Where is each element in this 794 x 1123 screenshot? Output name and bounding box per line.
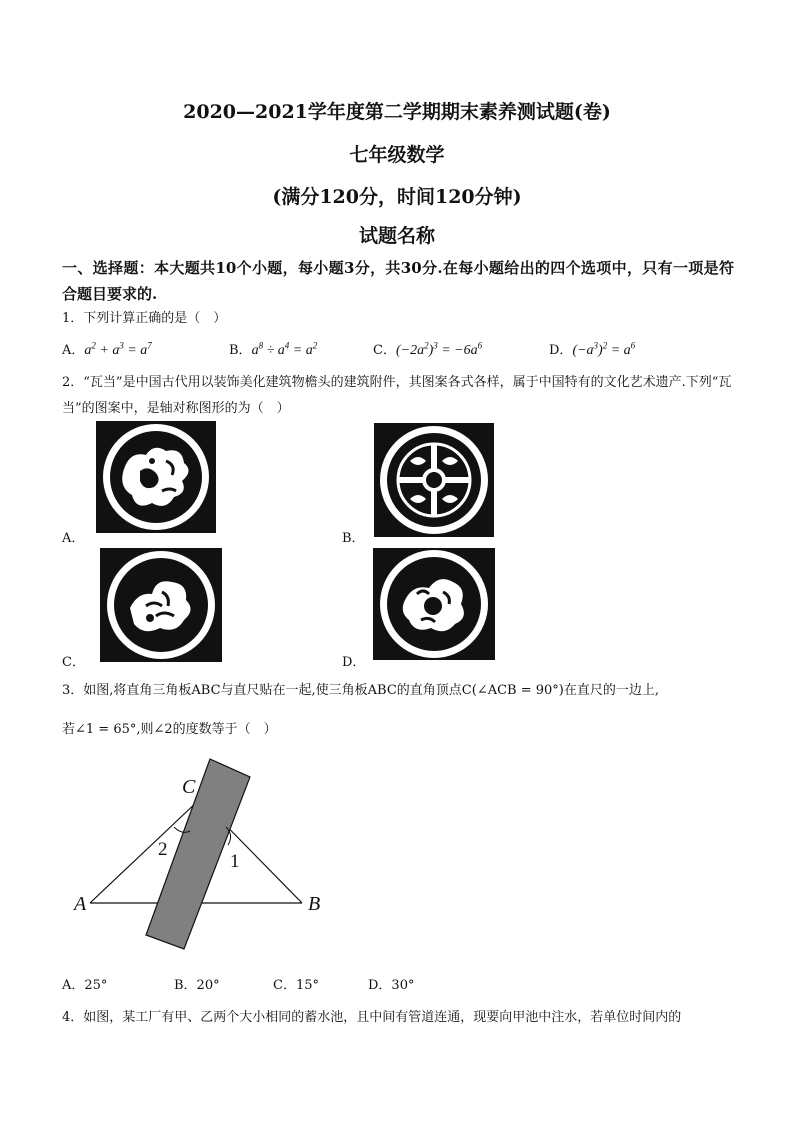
roof-tile-b-image bbox=[374, 423, 494, 537]
roof-tile-a-image bbox=[96, 421, 216, 533]
q2-stem: 2．“瓦当”是中国古代用以装饰美化建筑物檐头的建筑附件，其图案各式各样，属于中国特有的文化艺术遗产.下列“瓦当”的图案中，是轴对称图形的为（ ） bbox=[62, 375, 732, 416]
vertex-a-label: A bbox=[74, 893, 87, 915]
q3-option-b: B．20° bbox=[174, 978, 220, 993]
exam-info: (满分120分，时间120分钟) bbox=[272, 186, 522, 208]
q3-stem-line2: 若∠1 = 65°,则∠2的度数等于（ ） bbox=[62, 722, 277, 737]
exam-title: 2020—2021学年度第二学期期末素养测试题(卷) bbox=[183, 101, 611, 123]
q1-stem: 1．下列计算正确的是（ ） bbox=[62, 311, 227, 326]
triangle-ruler-figure bbox=[62, 755, 352, 955]
roof-tile-c-image bbox=[100, 548, 222, 662]
q4-stem: 4．如图，某工厂有甲、乙两个大小相同的蓄水池，且中间有管道连通，现要向甲池中注水，若单位时间内的 bbox=[62, 1010, 682, 1025]
vertex-c-label: C bbox=[182, 776, 196, 798]
exam-subject: 七年级数学 bbox=[349, 144, 445, 166]
q3-stem-line1: 3．如图,将直角三角板ABC与直尺贴在一起,使三角板ABC的直角顶点C(∠ACB = 90°)在直尺的一边上, bbox=[62, 683, 659, 698]
q2-label-c: C． bbox=[62, 655, 85, 670]
q2-label-a: A． bbox=[62, 531, 85, 546]
q1-option-d: D．$(-a^3)^2 = a^6$ bbox=[549, 340, 636, 358]
angle-2-label: 2 bbox=[158, 839, 168, 860]
q3-option-c: C．15° bbox=[273, 978, 319, 993]
roof-tile-d-image bbox=[373, 548, 495, 660]
q1-option-c: C．$(-2a^2)^3 = -6a^6$ bbox=[373, 340, 483, 358]
section-heading: 一、选择题：本大题共10个小题，每小题3分，共30分.在每小题给出的四个选项中，只有一项是符合题目要求的. bbox=[62, 259, 734, 303]
vertex-b-label: B bbox=[308, 893, 321, 915]
q1-option-a: A．$a^2 + a^3 = a^7$ bbox=[62, 340, 152, 358]
q1-option-b: B．$a^8 \div a^4 = a^2$ bbox=[229, 340, 318, 358]
q3-option-d: D．30° bbox=[368, 978, 415, 993]
q2-label-b: B． bbox=[342, 531, 365, 546]
q3-option-a: A．25° bbox=[62, 978, 108, 993]
exam-name: 试题名称 bbox=[358, 225, 435, 247]
angle-1-label: 1 bbox=[230, 851, 240, 872]
q2-label-d: D． bbox=[342, 655, 366, 670]
